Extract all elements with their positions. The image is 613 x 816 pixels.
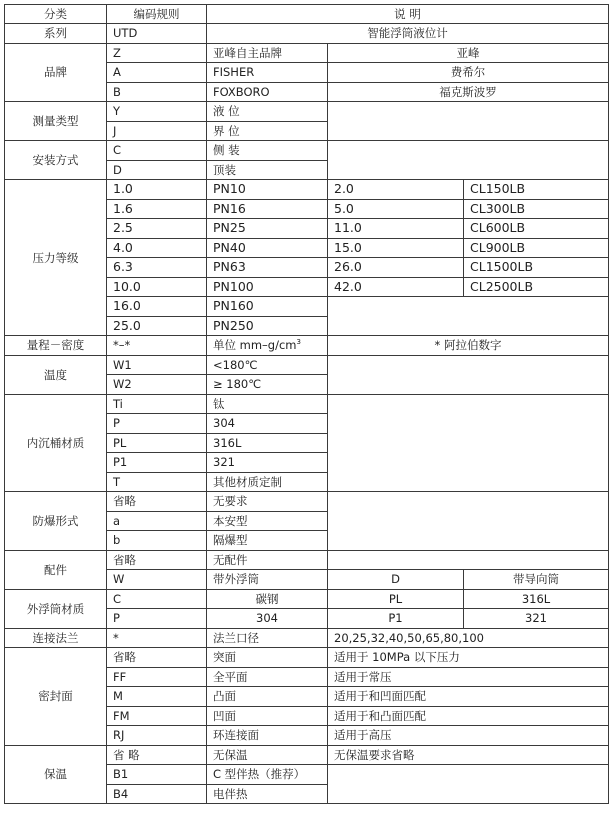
code-cell: W	[107, 570, 207, 590]
unit-text: 单位 mm–g/cm	[213, 338, 297, 353]
code-cell: 1.0	[107, 180, 207, 200]
blank-cell	[328, 141, 609, 180]
desc-cell: 适用于高压	[328, 726, 609, 746]
code-cell: 4.0	[107, 238, 207, 258]
name2-cell: 316L	[464, 589, 609, 609]
group-label-insulation: 保温	[5, 745, 107, 804]
code-cell: B1	[107, 765, 207, 785]
desc-cell: 适用于 10MPa 以下压力	[328, 648, 609, 668]
code-cell: 省略	[107, 492, 207, 512]
name-cell: 凸面	[207, 687, 328, 707]
blank-cell	[328, 355, 609, 394]
name-cell: 带外浮筒	[207, 570, 328, 590]
name-cell: 其他材质定制	[207, 472, 328, 492]
table-row	[5, 355, 609, 375]
alt-cell: 26.0	[328, 258, 464, 278]
name-cell: 法兰口径	[207, 628, 328, 648]
name-cell: 电伴热	[207, 784, 328, 804]
name-cell: ≥ 180℃	[207, 375, 328, 395]
alt-cell: 42.0	[328, 277, 464, 297]
desc-cell: 亚峰	[328, 43, 609, 63]
name-cell: FISHER	[207, 63, 328, 83]
blank-cell	[328, 550, 609, 570]
table-row	[5, 336, 609, 356]
group-label-brand: 品牌	[5, 43, 107, 102]
group-label-sealing: 密封面	[5, 648, 107, 746]
code-cell: J	[107, 121, 207, 141]
name-cell: 304	[207, 609, 328, 629]
code-cell: Y	[107, 102, 207, 122]
table-row	[5, 550, 609, 570]
code-cell: B	[107, 82, 207, 102]
code-cell: W2	[107, 375, 207, 395]
code-cell: FM	[107, 706, 207, 726]
pn-cell: PN10	[207, 180, 328, 200]
group-label-install: 安装方式	[5, 141, 107, 180]
code2-cell: P1	[328, 609, 464, 629]
table-row	[5, 141, 609, 161]
table-row	[5, 648, 609, 668]
alt-cell: 11.0	[328, 219, 464, 239]
alt-cell: 15.0	[328, 238, 464, 258]
code-cell: Ti	[107, 394, 207, 414]
name-cell: 304	[207, 414, 328, 434]
desc-cell: 福克斯波罗	[328, 82, 609, 102]
code-cell: P	[107, 414, 207, 434]
class-cell: CL900LB	[464, 238, 609, 258]
name-cell: 界 位	[207, 121, 328, 141]
code-cell: 2.5	[107, 219, 207, 239]
blank-cell	[328, 394, 609, 492]
group-label-temperature: 温度	[5, 355, 107, 394]
name-cell: 无配件	[207, 550, 328, 570]
desc-cell: * 阿拉伯数字	[328, 336, 609, 356]
code-cell: *–*	[107, 336, 207, 356]
name2-cell: 321	[464, 609, 609, 629]
table-row	[5, 102, 609, 122]
code-cell: M	[107, 687, 207, 707]
code-cell: B4	[107, 784, 207, 804]
group-label-outer-material: 外浮筒材质	[5, 589, 107, 628]
desc-cell: 无保温要求省略	[328, 745, 609, 765]
code-cell: 省略	[107, 550, 207, 570]
group-label-series: 系列	[5, 24, 107, 44]
name-cell: C 型伴热（推荐）	[207, 765, 328, 785]
code-cell: 16.0	[107, 297, 207, 317]
name-cell: 无保温	[207, 745, 328, 765]
desc-cell: 适用于常压	[328, 667, 609, 687]
name-cell: 钛	[207, 394, 328, 414]
code-cell: b	[107, 531, 207, 551]
name-cell: 隔爆型	[207, 531, 328, 551]
blank-cell	[328, 102, 609, 141]
model-code-table	[4, 4, 609, 804]
code-spec-sheet	[4, 4, 608, 804]
pn-cell: PN160	[207, 297, 328, 317]
name-cell: 全平面	[207, 667, 328, 687]
table-row	[5, 745, 609, 765]
class-cell: CL2500LB	[464, 277, 609, 297]
code-cell: W1	[107, 355, 207, 375]
name-cell: 亚峰自主品牌	[207, 43, 328, 63]
code-cell: 25.0	[107, 316, 207, 336]
code-cell: C	[107, 141, 207, 161]
code-cell: 1.6	[107, 199, 207, 219]
name-cell: 本安型	[207, 511, 328, 531]
table-row	[5, 180, 609, 200]
name-cell: 环连接面	[207, 726, 328, 746]
alt-cell: 5.0	[328, 199, 464, 219]
unit-cell	[207, 336, 328, 356]
code-cell: T	[107, 472, 207, 492]
desc-cell: 适用于和凸面匹配	[328, 706, 609, 726]
table-row	[5, 43, 609, 63]
code-cell: Z	[107, 43, 207, 63]
group-label-range: 量程－密度	[5, 336, 107, 356]
blank-cell	[328, 765, 609, 804]
code-cell: PL	[107, 433, 207, 453]
desc-cell: 智能浮筒液位计	[207, 24, 609, 44]
name-cell: 无要求	[207, 492, 328, 512]
class-cell: CL300LB	[464, 199, 609, 219]
group-label-measure-type: 测量类型	[5, 102, 107, 141]
name-cell: 316L	[207, 433, 328, 453]
class-cell: CL150LB	[464, 180, 609, 200]
pn-cell: PN16	[207, 199, 328, 219]
table-row	[5, 24, 609, 44]
code2-cell: PL	[328, 589, 464, 609]
name-cell: 碳钢	[207, 589, 328, 609]
code-cell: UTD	[107, 24, 207, 44]
code-cell: P1	[107, 453, 207, 473]
desc-cell: 费希尔	[328, 63, 609, 83]
code-cell: D	[107, 160, 207, 180]
name-cell: 321	[207, 453, 328, 473]
header-code-rule: 编码规则	[107, 5, 207, 24]
desc-cell: 20,25,32,40,50,65,80,100	[328, 628, 609, 648]
desc-cell: 适用于和凹面匹配	[328, 687, 609, 707]
table-row	[5, 589, 609, 609]
pn-cell: PN63	[207, 258, 328, 278]
code-cell: 10.0	[107, 277, 207, 297]
name-cell: <180℃	[207, 355, 328, 375]
code-cell: a	[107, 511, 207, 531]
table-header-row	[5, 5, 609, 24]
group-label-pressure: 压力等级	[5, 180, 107, 336]
pn-cell: PN250	[207, 316, 328, 336]
blank-cell	[328, 297, 609, 336]
header-description: 说 明	[207, 5, 609, 24]
code-cell: *	[107, 628, 207, 648]
name-cell: 凹面	[207, 706, 328, 726]
name-cell: 侧 装	[207, 141, 328, 161]
table-row	[5, 628, 609, 648]
table-row	[5, 492, 609, 512]
code-cell: FF	[107, 667, 207, 687]
code-cell: A	[107, 63, 207, 83]
code-cell: C	[107, 589, 207, 609]
class-cell: CL600LB	[464, 219, 609, 239]
alt-cell: 2.0	[328, 180, 464, 200]
code-cell: P	[107, 609, 207, 629]
pn-cell: PN40	[207, 238, 328, 258]
code-cell: RJ	[107, 726, 207, 746]
blank-cell	[328, 492, 609, 551]
unit-superscript: 3	[296, 338, 301, 347]
pn-cell: PN100	[207, 277, 328, 297]
group-label-inner-material: 内沉桶材质	[5, 394, 107, 492]
code-cell: 省略	[107, 648, 207, 668]
name-cell: FOXBORO	[207, 82, 328, 102]
code-cell: 省 略	[107, 745, 207, 765]
name-cell: 突面	[207, 648, 328, 668]
group-label-flange: 连接法兰	[5, 628, 107, 648]
name-cell: 顶装	[207, 160, 328, 180]
name2-cell: 带导向筒	[464, 570, 609, 590]
table-row	[5, 394, 609, 414]
code2-cell: D	[328, 570, 464, 590]
group-label-accessory: 配件	[5, 550, 107, 589]
name-cell: 液 位	[207, 102, 328, 122]
pn-cell: PN25	[207, 219, 328, 239]
header-category: 分类	[5, 5, 107, 24]
group-label-explosion: 防爆形式	[5, 492, 107, 551]
code-cell: 6.3	[107, 258, 207, 278]
class-cell: CL1500LB	[464, 258, 609, 278]
